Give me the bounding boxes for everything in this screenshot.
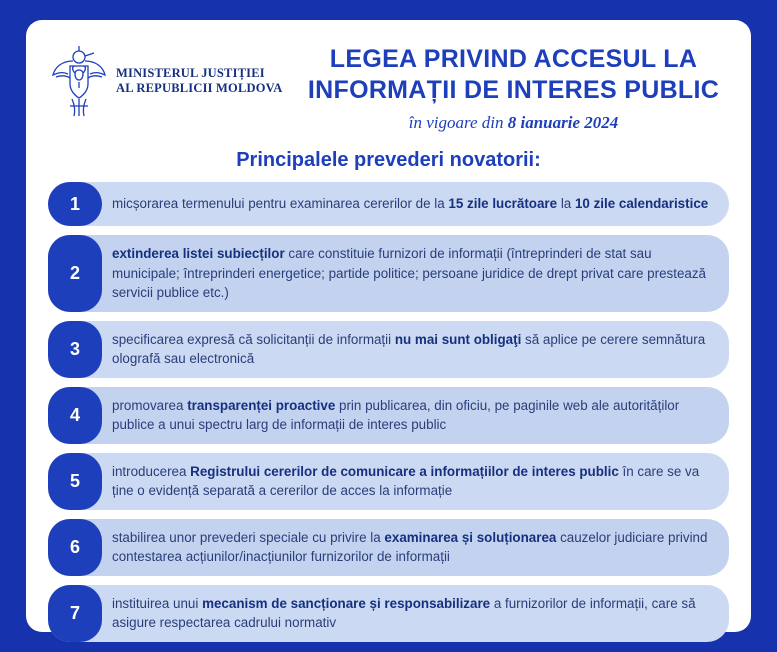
list-item-text-normal: cauzelor judiciare privind contestarea acțiunilor/inacțiunilor furnizorilor de informații xyxy=(112,529,708,564)
list-item-text-emphasis: nu mai sunt obligaţi xyxy=(394,331,522,347)
list-item-text-normal: a furnizorilor de informații, care să asigure respectarea cadrului normativ xyxy=(112,595,696,630)
list-item-text-normal: stabilirea unor prevederi speciale cu privire la xyxy=(112,529,385,545)
list-item-text xyxy=(102,182,729,226)
list-item-text xyxy=(102,519,729,576)
list-item-text xyxy=(102,321,729,378)
list-item-text-emphasis: examinarea și soluționarea xyxy=(384,529,557,545)
poster-title-block xyxy=(300,38,727,133)
list-item-text-emphasis: mecanism de sancționare și responsabilizare xyxy=(202,595,491,611)
list-item-text-emphasis: Registrului cererilor de comunicare a informațiilor de interes public xyxy=(190,463,619,479)
ministry-name-line1: MINISTERUL JUSTIȚIEI xyxy=(116,66,265,80)
list-item-text-emphasis: extinderea listei subiecților xyxy=(112,246,285,261)
list-item-number: 6 xyxy=(48,519,102,576)
list-item-text-normal: micșorarea termenului pentru examinarea cererilor de la xyxy=(112,196,449,212)
list-item-text xyxy=(102,453,729,510)
list-item-text-normal: introducerea xyxy=(112,463,191,479)
list-item-text-normal: în care se va ține o evidență separată a cererilor de acces la informație xyxy=(112,463,700,498)
poster-header xyxy=(26,20,751,133)
subtitle-date: 8 ianuarie 2024 xyxy=(507,113,619,132)
list-item-text-normal: specificarea expresă că solicitanții de informații xyxy=(112,331,395,347)
list-item xyxy=(48,519,729,576)
moldova-coat-of-arms-icon xyxy=(50,44,108,118)
list-item-number: 2 xyxy=(48,235,102,312)
ministry-name xyxy=(116,66,283,96)
provisions-list xyxy=(26,182,751,642)
list-item xyxy=(48,387,729,444)
poster-title-line1: LEGEA PRIVIND ACCESUL LA xyxy=(329,45,698,73)
list-item-text-emphasis: transparenței proactive xyxy=(187,397,336,413)
poster-subtitle xyxy=(300,113,727,133)
list-item-text xyxy=(102,585,729,642)
list-item-text-normal: care constituie furnizori de informații (întreprinderi de stat sau municipale; întreprinderi energetice; partide politice; persoane juridice de drept privat care prestează servicii publice etc.) xyxy=(112,246,706,300)
ministry-name-line2: AL REPUBLICII MOLDOVA xyxy=(116,81,283,95)
list-item-text xyxy=(102,387,729,444)
list-item-text xyxy=(102,235,729,312)
list-item xyxy=(48,182,729,226)
list-item-number: 3 xyxy=(48,321,102,378)
list-item-text-emphasis: 15 zile lucrătoare xyxy=(448,196,558,212)
poster-card xyxy=(26,20,751,632)
poster-title-line2: INFORMAȚII DE INTERES PUBLIC xyxy=(307,76,720,104)
list-item-number: 1 xyxy=(48,182,102,226)
section-heading: Principalele prevederi novatorii: xyxy=(236,149,541,171)
ministry-identity xyxy=(50,38,300,118)
subtitle-prefix: în vigoare din xyxy=(408,113,508,132)
list-item-text-normal: promovarea xyxy=(112,397,188,413)
list-item-text-emphasis: 10 zile calendaristice xyxy=(574,196,709,212)
list-item-number: 7 xyxy=(48,585,102,642)
list-item-text-normal: la xyxy=(557,196,575,212)
list-item xyxy=(48,453,729,510)
list-item xyxy=(48,235,729,312)
list-item xyxy=(48,585,729,642)
list-item xyxy=(48,321,729,378)
list-item-number: 4 xyxy=(48,387,102,444)
list-item-text-normal: prin publicarea, din oficiu, pe paginile web ale autorităților publice a unui spectru larg de informații de interes public xyxy=(112,397,680,432)
list-item-text-normal: instituirea unui xyxy=(112,595,203,611)
list-item-number: 5 xyxy=(48,453,102,510)
list-item-text-normal: să aplice pe cerere semnătura olografă sau electronică xyxy=(112,331,706,366)
